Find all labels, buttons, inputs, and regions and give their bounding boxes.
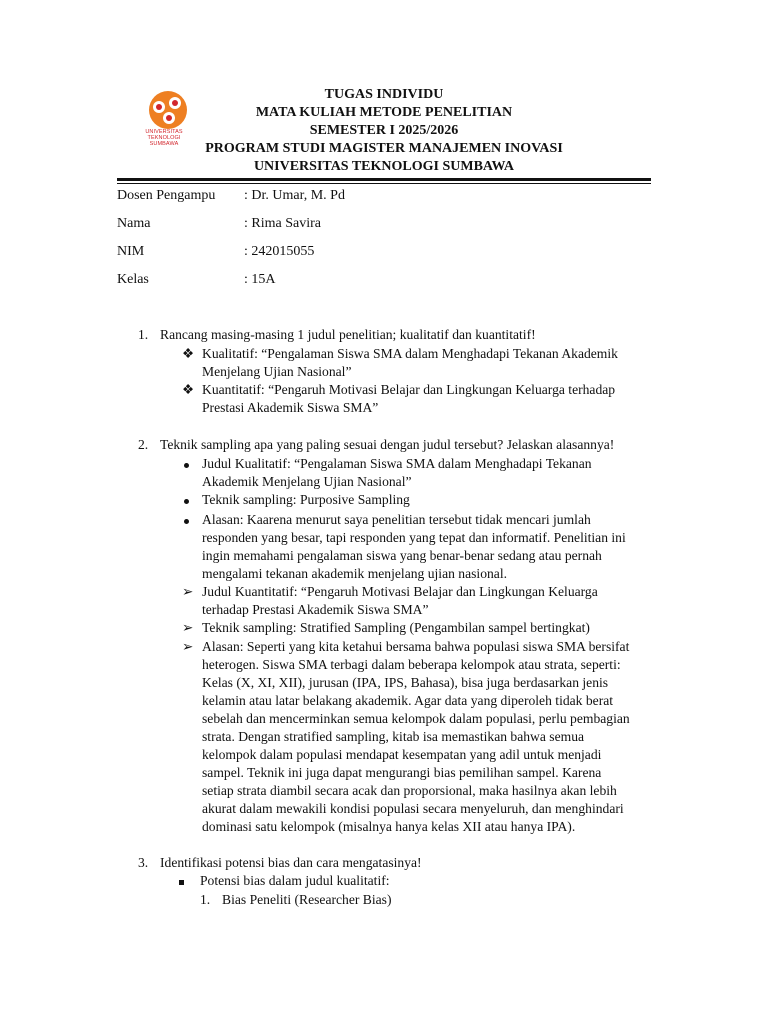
question-number: 1.	[138, 327, 149, 342]
header-divider-thick	[117, 178, 651, 181]
item-number: 1.	[200, 892, 211, 907]
item-text: Judul Kuantitatif: “Pengaruh Motivasi Belajar dan Lingkungan Keluarga terhadap Prestasi Akademik Siswa SMA”	[202, 584, 598, 617]
dot-bullet-icon	[182, 491, 200, 509]
header-line: PROGRAM STUDI MAGISTER MANAJEMEN INOVASI	[205, 141, 563, 156]
dot-bullet-icon	[182, 511, 200, 529]
info-label: NIM	[117, 244, 145, 259]
item-text: Potensi bias dalam judul kualitatif:	[200, 873, 390, 888]
arrow-bullet-icon: ➢	[182, 639, 194, 654]
document-header	[170, 86, 598, 176]
info-value: : Dr. Umar, M. Pd	[244, 188, 345, 203]
square-bullet-icon	[178, 872, 196, 890]
arrow-bullet-icon: ➢	[182, 620, 194, 635]
item-text: Kualitatif: “Pengalaman Siswa SMA dalam Menghadapi Tekanan Akademik Menjelang Ujian Nasional”	[202, 346, 618, 379]
arrow-bullet-icon: ➢	[182, 584, 194, 599]
diamond-bullet-icon: ❖	[182, 382, 195, 397]
question-text: Teknik sampling apa yang paling sesuai dengan judul tersebut? Jelaskan alasannya!	[160, 437, 615, 452]
header-line: TUGAS INDIVIDU	[324, 87, 444, 102]
item-text: Alasan: Seperti yang kita ketahui bersama bahwa populasi siswa SMA bersifat heterogen. Siswa SMA terbagi dalam beberapa kelompok atau strata, seperti: Kelas (X, XI, XII), jurusan (IPA, IPS, Bahasa), bisa juga berdasarkan jenis kelamin atau latar belakang akademik. Agar data yang diperoleh tidak berat sebelah dan mencerminkan semua kelompok dalam populasi, perlu pembagian strata. Dengan stratified sampling, kitab isa memastikan bahwa semua kelompok dalam populasi mendapat kesempatan yang adil untuk menjadi sampel. Teknik ini juga dapat mengurangi bias pemilihan sampel. Karena setiap strata diambil secara acak dan proporsional, maka hasilnya akan lebih akurat dalam mewakili kondisi populasi secara menyeluruh, dan menghindari dominasi satu kelompok (misalnya hanya kelas XII atau hanya IPA).	[202, 639, 630, 834]
info-value: : Rima Savira	[244, 216, 321, 231]
item-text: Alasan: Kaarena menurut saya penelitian tersebut tidak mencari jumlah responden yang besar, tapi responden yang tepat dan informatif. Penelitian ini ingin memahami pengalaman siswa yang benar-benar sedang atau pernah mengalami tekanan akademik menjelang ujian nasional.	[202, 512, 626, 581]
header-line: MATA KULIAH METODE PENELITIAN	[255, 105, 513, 120]
dot-bullet-icon	[182, 455, 200, 473]
info-value: : 242015055	[244, 244, 315, 259]
header-divider-thin	[117, 183, 651, 184]
item-text: Kuantitatif: “Pengaruh Motivasi Belajar dan Lingkungan Keluarga terhadap Prestasi Akademik Siswa SMA”	[202, 382, 616, 415]
diamond-bullet-icon: ❖	[182, 346, 195, 361]
question-text: Rancang masing-masing 1 judul penelitian; kualitatif dan kuantitatif!	[160, 327, 536, 342]
header-line: UNIVERSITAS TEKNOLOGI SUMBAWA	[253, 159, 515, 174]
logo-caption: UNIVERSITAS TEKNOLOGI SUMBAWA	[145, 129, 183, 147]
header-line: SEMESTER I 2025/2026	[309, 123, 459, 138]
info-value: : 15A	[244, 272, 276, 287]
question-text: Identifikasi potensi bias dan cara mengatasinya!	[160, 855, 422, 870]
info-label: Kelas	[117, 272, 149, 287]
item-text: Teknik sampling: Purposive Sampling	[202, 492, 410, 507]
item-text: Judul Kualitatif: “Pengalaman Siswa SMA dalam Menghadapi Tekanan Akademik Menjelang Ujian Nasional”	[202, 456, 592, 489]
info-label: Nama	[117, 216, 151, 231]
item-text: Teknik sampling: Stratified Sampling (Pengambilan sampel bertingkat)	[202, 620, 590, 635]
item-text: Bias Peneliti (Researcher Bias)	[222, 892, 392, 907]
question-number: 3.	[138, 855, 149, 870]
info-label: Dosen Pengampu	[117, 188, 216, 203]
question-number: 2.	[138, 437, 149, 452]
